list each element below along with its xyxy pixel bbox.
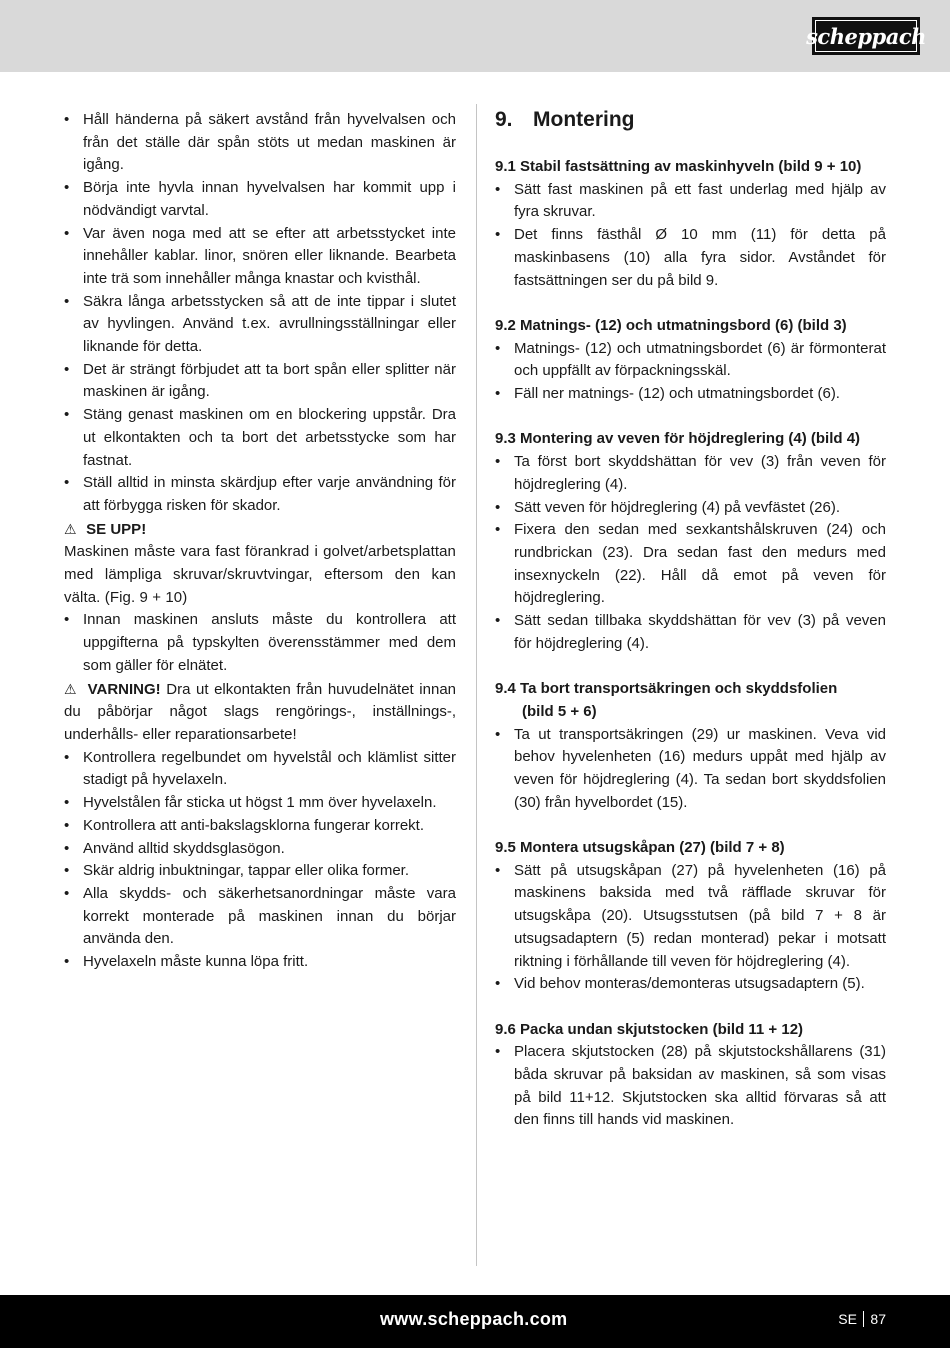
page-indicator [838,1311,886,1327]
list-item: • Innan maskinen ansluts måste du kontrollera att uppgifterna på typskylten överensstämmer med dem som gäller för elnätet. [64,609,456,677]
list-item: • Placera skjutstocken (28) på skjutstockshållarens (31) båda skruvar på baksidan av maskinen, så som visas på bild 11+12. Skjutstocken ska alltid förvaras så att den finns till hands vid maskinen. [495,1041,886,1132]
spacer [495,406,886,429]
list-item: • Matnings- (12) och utmatningsbordet (6) är förmonterat och uppfällt av förpackningsskäl. [495,338,886,383]
section-number: 9. [495,108,513,131]
list-item: • Sätt på utsugskåpan (27) på hyvelenheten (16) på maskinens baksida med två räfflade skruvar för utsugskåpa (20). Utsugsstutsen (på bild 7 + 8 är utsugsadaptern (5) redan monterad) pekar i motsatt riktning i förhållande till veven för höjdreglering (4). [495,860,886,974]
list-item: • Hyvelaxeln måste kunna löpa fritt. [64,951,456,974]
scheppach-logo [806,17,926,55]
caution-heading [64,518,456,542]
footer-separator [863,1311,865,1327]
section-heading [495,106,886,134]
spacer [495,292,886,315]
logo-text: scheppach [806,23,926,49]
footer-bar [0,1295,950,1348]
subsection-title: 9.6 Packa undan skjutstocken (bild 11 + 12) [495,1020,804,1038]
list-item: • Det finns fästhål Ø 10 mm (11) för detta på maskinbasens (10) alla fyra sidor. Avståndet för fastsättningen ser du på bild 9. [495,224,886,292]
section-title: Montering [533,108,635,131]
list-item: • Hyvelstålen får sticka ut högst 1 mm över hyvelaxeln. [64,792,456,815]
list-item: • Håll händerna på säkert avstånd från hyvelvalsen och från det ställe där spån stöts ut medan maskinen är igång. [64,109,456,177]
list-item: • Ställ alltid in minsta skärdjup efter varje användning för att förbygga risken för skador. [64,472,456,517]
warning-triangle-icon: ⚠ [64,680,77,697]
column-divider [476,104,477,1266]
subsection-title-continued: (bild 5 + 6) [522,702,597,720]
list-item: • Sätt fast maskinen på ett fast underlag med hjälp av fyra skruvar. [495,179,886,224]
subsection-title: 9.5 Montera utsugskåpan (27) (bild 7 + 8) [495,839,785,857]
list-item: • Var även noga med att se efter att arbetsstycket inte innehåller kablar. linor, snören eller liknande. Bearbeta inte trä som innehåller många knastar och kvisthål. [64,223,456,291]
spacer [495,655,886,678]
list-item: • Kontrollera att anti-bakslagsklorna fungerar korrekt. [64,815,456,838]
subsection-title: 9.2 Matnings- (12) och utmatningsbord (6) (bild 3) [495,316,847,334]
list-item: • Fixera den sedan med sexkantshålskruven (24) och rundbrickan (23). Dra sedan fast den medurs med insexnyckeln (22). Håll då emot på veven för höjdreglering. [495,519,886,610]
list-item: • Vid behov monteras/demonteras utsugsadaptern (5). [495,973,886,996]
caution-text: Maskinen måste vara fast förankrad i golvet/arbetsplattan med lämpliga skruvar/skruvtvingar, eftersom den kan välta. (Fig. 9 + 10) [64,543,456,606]
spacer [495,996,886,1019]
list-item: • Fäll ner matnings- (12) och utmatningsbordet (6). [495,383,886,406]
subsection-title: 9.1 Stabil fastsättning av maskinhyveln (bild 9 + 10) [495,158,862,175]
list-item: • Det är strängt förbjudet att ta bort spån eller splitter när maskinen är igång. [64,359,456,404]
page-number: 87 [870,1311,886,1327]
list-item: • Skär aldrig inbuktningar, tappar eller olika former. [64,860,456,883]
warning-triangle-icon: ⚠ [64,520,77,537]
warning-paragraph [64,678,456,747]
subsection-title: 9.4 Ta bort transportsäkringen och skyddsfolien [495,680,838,698]
list-item: • Börja inte hyvla innan hyvelvalsen har kommit upp i nödvändigt varvtal. [64,177,456,222]
list-item: • Sätt veven för höjdreglering (4) på vevfästet (26). [495,497,886,520]
list-item: • Sätt sedan tillbaka skyddshättan för vev (3) på veven för höjdreglering (4). [495,610,886,655]
left-column [64,109,456,974]
right-column [495,106,886,1132]
list-item: • Stäng genast maskinen om en blockering uppstår. Dra ut elkontakten och ta bort det arbetsstycke som har fastnat. [64,404,456,472]
spacer [495,814,886,837]
list-item: • Ta först bort skyddshättan för vev (3) från veven för höjdreglering (4). [495,451,886,496]
warning-label: VARNING! [87,680,161,698]
language-code: SE [838,1311,857,1327]
caution-label: SE UPP! [86,520,147,538]
list-item: • Använd alltid skyddsglasögon. [64,838,456,861]
warning-text: Dra ut elkontakten från huvudelnätet innan du påbörjar något slags rengörings-, inställnings-, underhålls- eller reparationsarbete! [64,680,457,743]
list-item: • Kontrollera regelbundet om hyvelstål och klämlist sitter stadigt på hyvelaxeln. [64,747,456,792]
footer-url[interactable]: www.scheppach.com [380,1309,568,1329]
list-item: • Alla skydds- och säkerhetsanordningar måste vara korrekt monterade på maskinen innan du börjar använda den. [64,883,456,951]
list-item: • Ta ut transportsäkringen (29) ur maskinen. Veva vid behov hyvelenheten (16) medurs uppåt med hjälp av veven för höjdreglering (4). Ta sedan bort skyddsfolien (30) från hyvelbordet (15). [495,724,886,815]
list-item: • Säkra långa arbetsstycken så att de inte tippar i slutet av hyvlingen. Använd t.ex. avrullningsställningar eller liknande för detta. [64,291,456,359]
subsection-title: 9.3 Montering av veven för höjdreglering (4) (bild 4) [495,430,861,448]
